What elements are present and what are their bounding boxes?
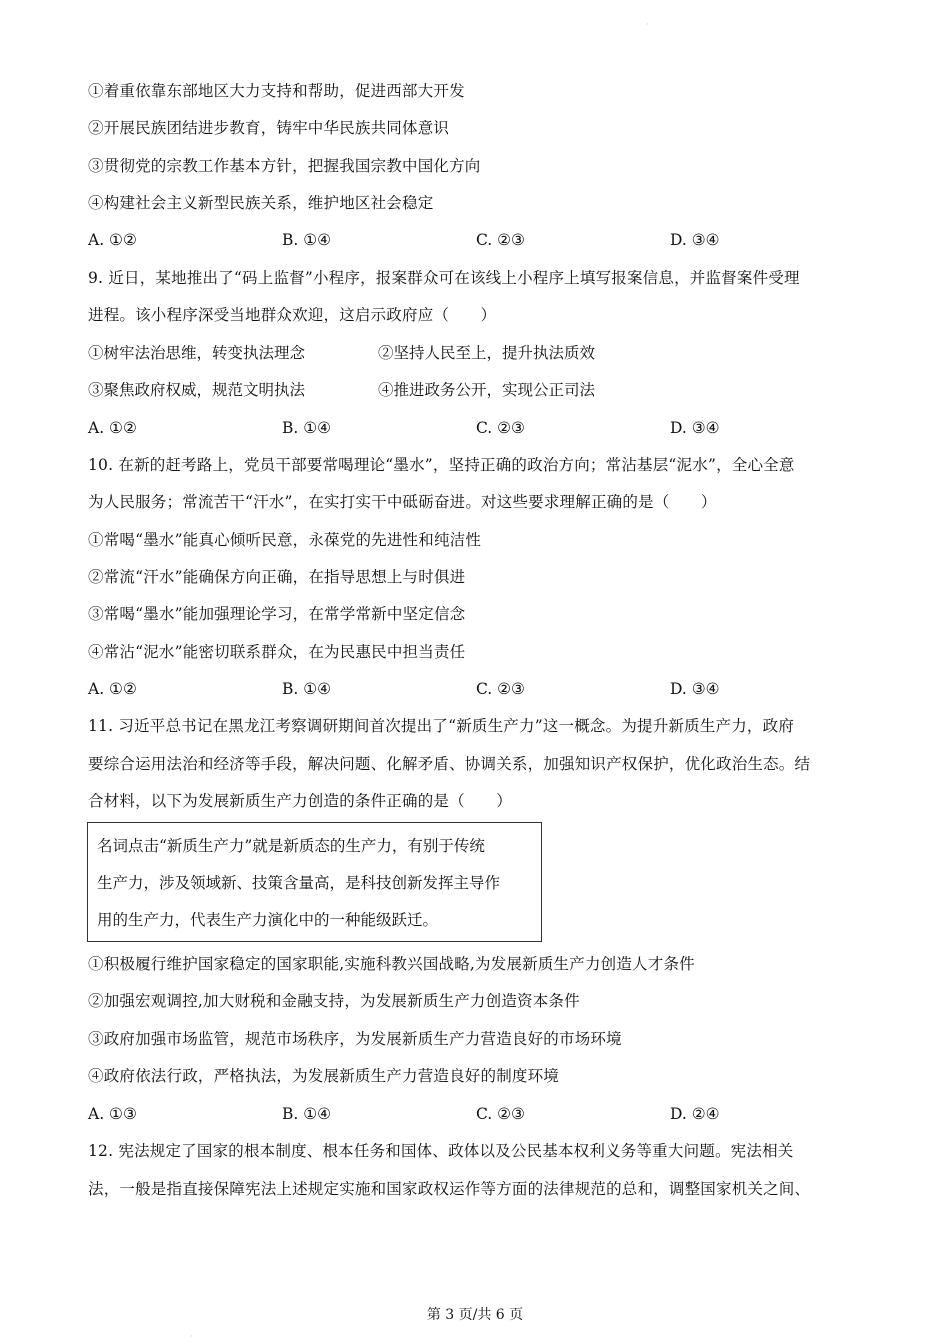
q10-option-b: B. ①④ <box>282 680 332 698</box>
q11-item-4: ④政府依法行政，严格执法，为发展新质生产力营造良好的制度环境 <box>88 1067 560 1085</box>
scan-mark: · <box>646 20 649 29</box>
q11-option-b: B. ①④ <box>282 1105 332 1123</box>
q10-item-2: ②常流“汗水”能确保方向正确，在指导思想上与时俱进 <box>88 568 466 586</box>
q9-option-b: B. ①④ <box>282 419 332 437</box>
q11-option-d: D. ②④ <box>670 1105 720 1123</box>
q9-stem-line-2: 进程。该小程序深受当地群众欢迎，这启示政府应（ ） <box>88 306 497 324</box>
q11-option-c: C. ②③ <box>476 1105 525 1123</box>
q10-item-3: ③常喝“墨水”能加强理论学习，在常学常新中坚定信念 <box>88 605 466 623</box>
q12-stem-line-1: 12. 宪法规定了国家的根本制度、根本任务和国体、政体以及公民基本权利义务等重大问题。宪法相关 <box>88 1142 794 1160</box>
page-footer: 第 3 页/共 6 页 <box>426 1307 524 1323</box>
q9-option-c: C. ②③ <box>476 419 525 437</box>
scan-mark: · <box>190 1332 193 1341</box>
q10-item-4: ④常沾“泥水”能密切联系群众，在为民惠民中担当责任 <box>88 643 466 661</box>
q11-item-1: ①积极履行维护国家稳定的国家职能,实施科教兴国战略,为发展新质生产力创造人才条件 <box>88 955 695 973</box>
q11-stem-line-1: 11. 习近平总书记在黑龙江考察调研期间首次提出了“新质生产力”这一概念。为提升新质生产力，政府 <box>88 717 795 735</box>
q9-item-3: ③聚焦政府权威，规范文明执法 <box>88 381 306 399</box>
q9-option-a: A. ①② <box>88 419 137 437</box>
q8-option-d: D. ③④ <box>670 231 720 249</box>
q10-option-c: C. ②③ <box>476 680 525 698</box>
material-box-line-2: 生产力，涉及领域新、技策含量高，是科技创新发挥主导作 <box>97 874 501 892</box>
q12-stem-line-2: 法，一般是指直接保障宪法上述规定实施和国家政权运作等方面的法律规范的总和，调整国家机关之间、 <box>88 1180 811 1198</box>
q10-option-d: D. ③④ <box>670 680 720 698</box>
q10-stem-line-1: 10. 在新的赶考路上，党员干部要常喝理论“墨水”，坚持正确的政治方向；常沾基层“泥水”，全心全意 <box>88 456 795 474</box>
q10-option-a: A. ①② <box>88 680 137 698</box>
q10-stem-line-2: 为人民服务；常流苦干“汗水”，在实打实干中砥砺奋进。对这些要求理解正确的是（ ） <box>88 493 717 511</box>
q8-item-2: ②开展民族团结进步教育，铸牢中华民族共同体意识 <box>88 119 450 137</box>
material-box <box>87 822 542 942</box>
q8-option-a: A. ①② <box>88 231 137 249</box>
q8-option-b: B. ①④ <box>282 231 332 249</box>
material-box-line-3: 用的生产力，代表生产力演化中的一种能级跃迁。 <box>97 911 439 929</box>
q11-item-3: ③政府加强市场监管，规范市场秩序，为发展新质生产力营造良好的市场环境 <box>88 1030 622 1048</box>
q8-item-3: ③贯彻党的宗教工作基本方针，把握我国宗教中国化方向 <box>88 157 481 175</box>
q9-item-2: ②坚持人民至上，提升执法质效 <box>378 344 596 362</box>
q8-item-4: ④构建社会主义新型民族关系，维护地区社会稳定 <box>88 194 434 212</box>
q11-stem-line-3: 合材料，以下为发展新质生产力创造的条件正确的是（ ） <box>88 792 512 810</box>
q11-stem-line-2: 要综合运用法治和经济等手段，解决问题、化解矛盾、协调关系，加强知识产权保护，优化政治生态。结 <box>88 755 811 773</box>
q9-item-1: ①树牢法治思维，转变执法理念 <box>88 344 306 362</box>
q8-item-1: ①着重依靠东部地区大力支持和帮助，促进西部大开发 <box>88 82 465 100</box>
q10-item-1: ①常喝“墨水”能真心倾听民意，永葆党的先进性和纯洁性 <box>88 531 482 549</box>
q11-item-2: ②加强宏观调控,加大财税和金融支持，为发展新质生产力创造资本条件 <box>88 992 580 1010</box>
q8-option-c: C. ②③ <box>476 231 525 249</box>
material-box-line-1: 名词点击“新质生产力”就是新质态的生产力，有别于传统 <box>97 837 485 855</box>
q11-option-a: A. ①③ <box>88 1105 137 1123</box>
q9-option-d: D. ③④ <box>670 419 720 437</box>
q9-item-4: ④推进政务公开，实现公正司法 <box>378 381 596 399</box>
q9-stem-line-1: 9. 近日，某地推出了“码上监督”小程序，报案群众可在该线上小程序上填写报案信息，并监督案件受理 <box>88 269 800 287</box>
